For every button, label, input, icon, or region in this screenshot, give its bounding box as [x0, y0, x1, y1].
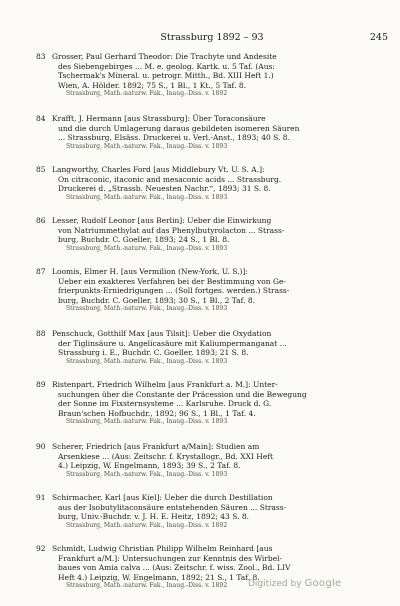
entry-citation-first-line: Krafft, J. Hermann [aus Strassburg]: Über Toraconsäure — [52, 114, 266, 123]
entry-citation-first-line: Ristenpart, Friedrich Wilhelm [aus Frankfurt a. M.]: Unter- — [52, 380, 278, 389]
entry-list — [0, 52, 400, 606]
entry-faculty-note: Strassburg, Math.-naturw. Fak., Inaug.-Diss. v. 1893 — [66, 193, 228, 201]
dissertation-entry — [0, 165, 400, 216]
dissertation-entry — [0, 544, 400, 606]
entry-body — [52, 52, 388, 99]
entry-citation-first-line: Scherer, Friedrich [aus Frankfurt a/Main]: Studien am — [52, 442, 260, 451]
entry-citation-line: burg, Buchdr. C. Goeller, 1893; 30 S., 1 Bl., 2 Taf. 8. — [58, 295, 256, 305]
page-number: 245 — [369, 32, 388, 43]
entry-number: 85 — [36, 165, 46, 174]
entry-faculty-note: Strassburg, Math.-naturw. Fak., Inaug.-Diss. v. 1892 — [66, 521, 228, 529]
entry-faculty-note: Strassburg, Math.-naturw. Fak., Inaug.-Diss. v. 1893 — [66, 470, 228, 478]
entry-citation-line: Ueber ein exakteres Verfahren bei der Bestimmung von Ge- — [58, 276, 286, 286]
entry-faculty-note: Strassburg, Math.-naturw. Fak., Inaug.-Diss. v. 1893 — [66, 305, 228, 313]
entry-citation-line: Frankfurt a/M.]: Untersuchungen zur Kenntnis des Wirbel- — [58, 553, 283, 563]
entry-citation-line: suchungen über die Constante der Präcession und die Bewegung — [58, 389, 307, 399]
entry-citation-line: ... Strassburg, Elsäss. Druckerei u. Verl.-Anst., 1893; 40 S. 8. — [58, 133, 290, 143]
running-title: Strassburg 1892 – 93 — [160, 32, 264, 43]
dissertation-entry — [0, 442, 400, 493]
entry-citation-line: baues von Amia calva ... (Aus: Zeitschr. f. wiss. Zool., Bd. LIV — [58, 563, 291, 573]
entry-citation-line: Wien, A. Hölder. 1892; 75 S., 1 Bl., 1 Kt., 5 Taf. 8. — [58, 80, 246, 90]
dissertation-entry — [0, 493, 400, 544]
dissertation-entry — [0, 267, 400, 329]
entry-citation-line: burg, Univ.-Buchdr. v. J. H. E. Heitz, 1892; 43 S. 8. — [58, 512, 249, 522]
entry-citation-line: Arsenkiese ... (Aus: Zeitschr. f. Krystallogr., Bd. XXI Heft — [58, 451, 274, 461]
entry-number: 84 — [36, 114, 46, 123]
entry-number: 87 — [36, 267, 46, 276]
entry-citation-line: Tschermak's Mineral. u. petrogr. Mitth., Bd. XIII Heft 1.) — [58, 71, 274, 81]
entry-faculty-note: Strassburg, Math.-naturw. Fak., Inaug.-Diss. v. 1892 — [66, 582, 228, 590]
entry-body — [52, 493, 388, 530]
entry-number: 89 — [36, 380, 46, 389]
entry-citation-line: der Tiglinsäure u. Angelicasäure mit Kaliumpermanganat ... — [58, 338, 287, 348]
dissertation-entry — [0, 52, 400, 114]
entry-faculty-note: Strassburg, Math.-naturw. Fak., Inaug.-Diss. v. 1892 — [66, 90, 228, 98]
digitization-watermark — [248, 578, 342, 589]
dissertation-entry — [0, 216, 400, 267]
entry-citation-first-line: Schmidt, Ludwig Christian Philipp Wilhelm Reinhard [aus — [52, 544, 273, 553]
entry-number: 86 — [36, 216, 46, 225]
entry-citation-line: Strassburg i. E., Buchdr. C. Goeller, 1893; 21 S. 8. — [58, 348, 249, 358]
entry-citation-first-line: Langworthy, Charles Ford [aus Middlebury Vt. U. S. A.]: — [52, 165, 265, 174]
entry-citation-line: des Siebengebirges ... M. e. geolog. Kartk. u. 5 Taf. (Aus: — [58, 61, 275, 71]
dissertation-entry — [0, 329, 400, 380]
entry-citation-line: Druckerei d. „Strassb. Neuesten Nachr.“, 1893; 31 S. 8. — [58, 184, 271, 194]
dissertation-entry — [0, 380, 400, 442]
entry-faculty-note: Strassburg, Math.-naturw. Fak., Inaug.-Diss. v. 1893 — [66, 357, 228, 365]
entry-body — [52, 114, 388, 151]
entry-citation-line: burg, Buchdr. C. Goeller, 1893; 24 S., 1 Bl. 8. — [58, 235, 230, 245]
entry-body — [52, 380, 388, 427]
entry-body — [52, 329, 388, 366]
entry-citation-line: 4.) Leipzig, W. Engelmann, 1893; 39 S., 2 Taf. 8. — [58, 461, 241, 471]
entry-citation-line: On citraconic, itaconic and mesaconic acids ... Strassburg. — [58, 174, 282, 184]
entry-citation-line: der Sonne im Fixsternsysteme ... Karlsruhe. Druck d. G. — [58, 399, 272, 409]
entry-citation-first-line: Lesser, Rudolf Leonor [aus Berlin]: Ueber die Einwirkung — [52, 216, 272, 225]
entry-citation-line: und die durch Umlagerung daraus gebildeten isomeren Säuren — [58, 123, 300, 133]
entry-faculty-note: Strassburg, Math.-naturw. Fak., Inaug.-Diss. v. 1893 — [66, 244, 228, 252]
entry-number: 90 — [36, 442, 46, 451]
watermark-brand: Google — [304, 578, 342, 589]
running-header — [36, 32, 388, 46]
dissertation-entry — [0, 114, 400, 165]
entry-citation-first-line: Loomis, Elmer H. [aus Vermilion (New-York, U. S.)]: — [52, 267, 248, 276]
entry-number: 83 — [36, 52, 46, 61]
entry-citation-first-line: Penschuck, Gotthilf Max [aus Tilsit]: Ueber die Oxydation — [52, 329, 272, 338]
entry-citation-line: Braun'schen Hofbuchdr., 1892; 96 S., 1 Bl., 1 Taf. 4. — [58, 408, 256, 418]
entry-body — [52, 216, 388, 253]
entry-number: 92 — [36, 544, 46, 553]
entry-number: 88 — [36, 329, 46, 338]
entry-citation-line: Heft 4.) Leipzig, W. Engelmann, 1892; 21 S., 1 Taf. 8. — [58, 572, 260, 582]
entry-number: 91 — [36, 493, 46, 502]
entry-body — [52, 442, 388, 479]
entry-body — [52, 267, 388, 314]
watermark-prefix: Digitized by — [248, 579, 302, 589]
entry-citation-first-line: Schirmacher, Karl [aus Kiel]: Ueber die durch Destillation — [52, 493, 273, 502]
entry-citation-line: aus der Isobutylitaconsäure entstehenden Säuren ... Strass- — [58, 502, 287, 512]
entry-body — [52, 165, 388, 202]
entry-faculty-note: Strassburg, Math.-naturw. Fak., Inaug.-Diss. v. 1893 — [66, 418, 228, 426]
entry-faculty-note: Strassburg, Math.-naturw. Fak., Inaug.-Diss. v. 1893 — [66, 142, 228, 150]
entry-citation-line: von Natriummethylat auf das Phenylbutyrolacton ... Strass- — [58, 225, 285, 235]
entry-citation-line: frierpunkts-Erniedrigungen ... (Soll fortges. werden.) Strass- — [58, 286, 290, 296]
entry-citation-first-line: Grosser, Paul Gerhard Theodor: Die Trachyte und Andesite — [52, 52, 277, 61]
